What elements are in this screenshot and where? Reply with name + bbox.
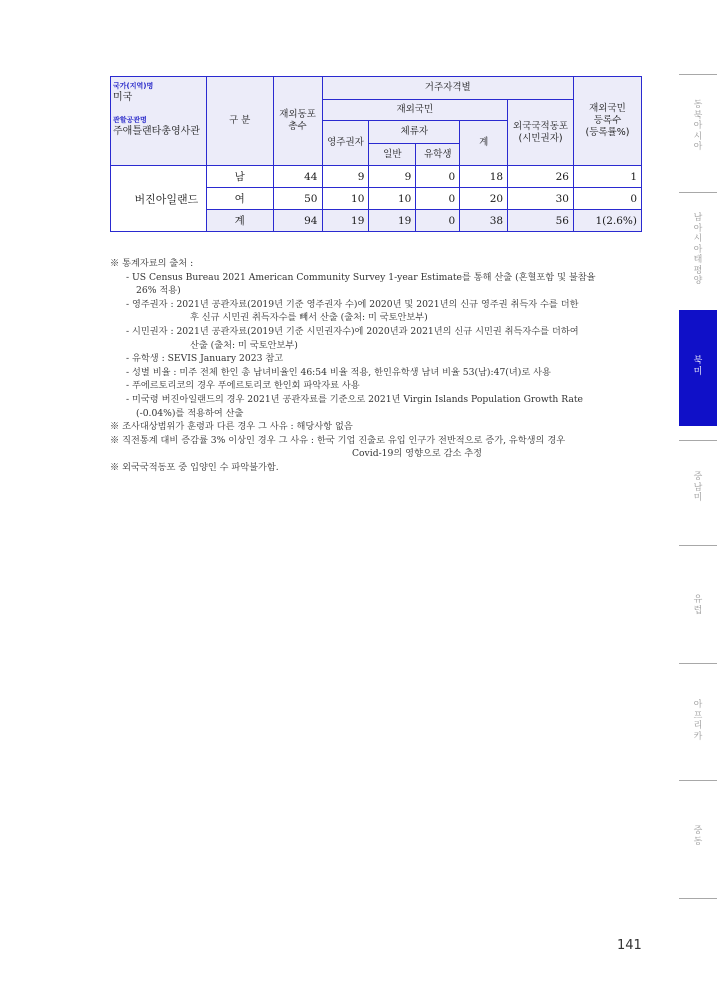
country-info-cell: [111, 77, 207, 166]
nav-divider: [679, 74, 717, 75]
cell-total: 50: [273, 188, 322, 210]
note-line: - 미국령 버진아일랜드의 경우 2021년 공관자료를 기준으로 2021년 Virgin Islands Population Growth Rate: [126, 393, 583, 405]
cell-subtotal: 38: [460, 210, 508, 232]
nav-item-northeast-asia[interactable]: 동 북 아 시 아: [693, 100, 703, 152]
cell-total: 44: [273, 166, 322, 188]
cell-subtotal: 20: [460, 188, 508, 210]
cell-permanent: 19: [322, 210, 369, 232]
cell-registered: 0: [573, 188, 641, 210]
note-line: ※ 외국국적동포 중 입양인 수 파악불가함.: [110, 461, 279, 473]
cell-general: 10: [369, 188, 416, 210]
nav-divider: [679, 192, 717, 193]
note-line: 산출 (출처: 미 국토안보부): [190, 339, 298, 351]
cell-general: 19: [369, 210, 416, 232]
note-line: - 유학생 : SEVIS January 2023 참고: [126, 353, 284, 365]
nav-item-south-asia-pacific[interactable]: 남 아 시 아 태 평 양: [693, 213, 703, 286]
nav-divider: [679, 780, 717, 781]
students-header: 유학생: [416, 144, 460, 166]
cell-foreign: 30: [508, 188, 574, 210]
category-header: 구 분: [206, 77, 273, 166]
note-line: 후 신규 시민권 취득자수를 빼서 산출 (출처: 미 국토안보부): [190, 312, 428, 324]
page-number: 141: [617, 938, 642, 953]
consulate-label: 관할공관명: [113, 116, 147, 124]
row-label: 여: [206, 188, 273, 210]
nav-divider: [679, 898, 717, 899]
cell-foreign: 56: [508, 210, 574, 232]
nav-item-latin-america[interactable]: 중 남 미: [693, 472, 703, 503]
residence-status-header: 거주자격별: [322, 77, 573, 100]
permanent-residents-header: 영주권자: [322, 121, 369, 166]
cell-subtotal: 18: [460, 166, 508, 188]
region-side-nav: [679, 0, 717, 981]
note-line: (-0.04%)를 적용하여 산출: [136, 407, 244, 419]
note-line: 26% 적용): [136, 285, 181, 297]
note-line: - US Census Bureau 2021 American Community Survey 1-year Estimate를 통해 산출 (혼혈포함 및 불참율: [126, 271, 596, 283]
note-line: - 시민권자 : 2021년 공관자료(2019년 기준 시민권자수)에 2020년과 2021년의 신규 시민권 취득자수를 더하여: [126, 325, 579, 337]
foreign-nationals-header: 외국국적동포 (시민권자): [508, 100, 574, 166]
note-line: Covid-19의 영향으로 감소 추정: [352, 448, 483, 460]
note-line: ※ 직전통계 대비 증감률 3% 이상인 경우 그 사유 : 한국 기업 진출로 유입 인구가 전반적으로 증가, 유학생의 경우: [110, 434, 566, 446]
cell-students: 0: [416, 188, 460, 210]
consulate-value: 주애틀랜타총영사관: [113, 126, 200, 137]
note-line: - 푸에르토리코의 경우 푸에르토리코 한인회 파악자료 사용: [126, 380, 360, 392]
cell-students: 0: [416, 210, 460, 232]
registered-header: 재외국민 등록수 (등록률%): [573, 77, 641, 166]
country-label: 국가(지역)명: [113, 82, 154, 90]
total-header: 재외동포 총수: [273, 77, 322, 166]
sojourners-header: 체류자: [369, 121, 460, 144]
region-name: 버진아일랜드: [132, 166, 206, 232]
indent-cell: [111, 166, 133, 232]
cell-foreign: 26: [508, 166, 574, 188]
cell-registered: 1(2.6%): [573, 210, 641, 232]
nav-item-north-america[interactable]: 북 미: [679, 310, 717, 426]
overseas-citizens-header: 재외국민: [322, 100, 508, 121]
general-header: 일반: [369, 144, 416, 166]
note-line: ※ 통계자료의 출처 :: [110, 258, 194, 269]
nav-divider: [679, 663, 717, 664]
nav-item-europe[interactable]: 유 럽: [693, 595, 703, 616]
nav-item-africa[interactable]: 아 프 리 카: [693, 700, 703, 742]
statistics-table: [110, 76, 642, 232]
cell-permanent: 9: [322, 166, 369, 188]
country-value: 미국: [113, 92, 133, 103]
row-label: 계: [206, 210, 273, 232]
cell-general: 9: [369, 166, 416, 188]
note-line: - 성별 비율 : 미주 전체 한인 총 남녀비율인 46:54 비율 적용, 한인유학생 남녀 비율 53(남):47(녀)로 사용: [126, 366, 551, 378]
cell-total: 94: [273, 210, 322, 232]
subtotal-header: 계: [460, 121, 508, 166]
cell-permanent: 10: [322, 188, 369, 210]
cell-students: 0: [416, 166, 460, 188]
note-line: - 영주권자 : 2021년 공관자료(2019년 기준 영주권자 수)에 2020년 및 2021년의 신규 영주권 취득자 수를 더한: [126, 298, 579, 310]
cell-registered: 1: [573, 166, 641, 188]
note-line: ※ 조사대상범위가 훈령과 다른 경우 그 사유 : 해당사항 없음: [110, 421, 353, 433]
footnotes: [110, 257, 644, 475]
nav-divider: [679, 545, 717, 546]
table-row-male: [111, 166, 642, 188]
row-label: 남: [206, 166, 273, 188]
nav-divider: [679, 440, 717, 441]
nav-item-middle-east[interactable]: 중 동: [693, 826, 703, 847]
